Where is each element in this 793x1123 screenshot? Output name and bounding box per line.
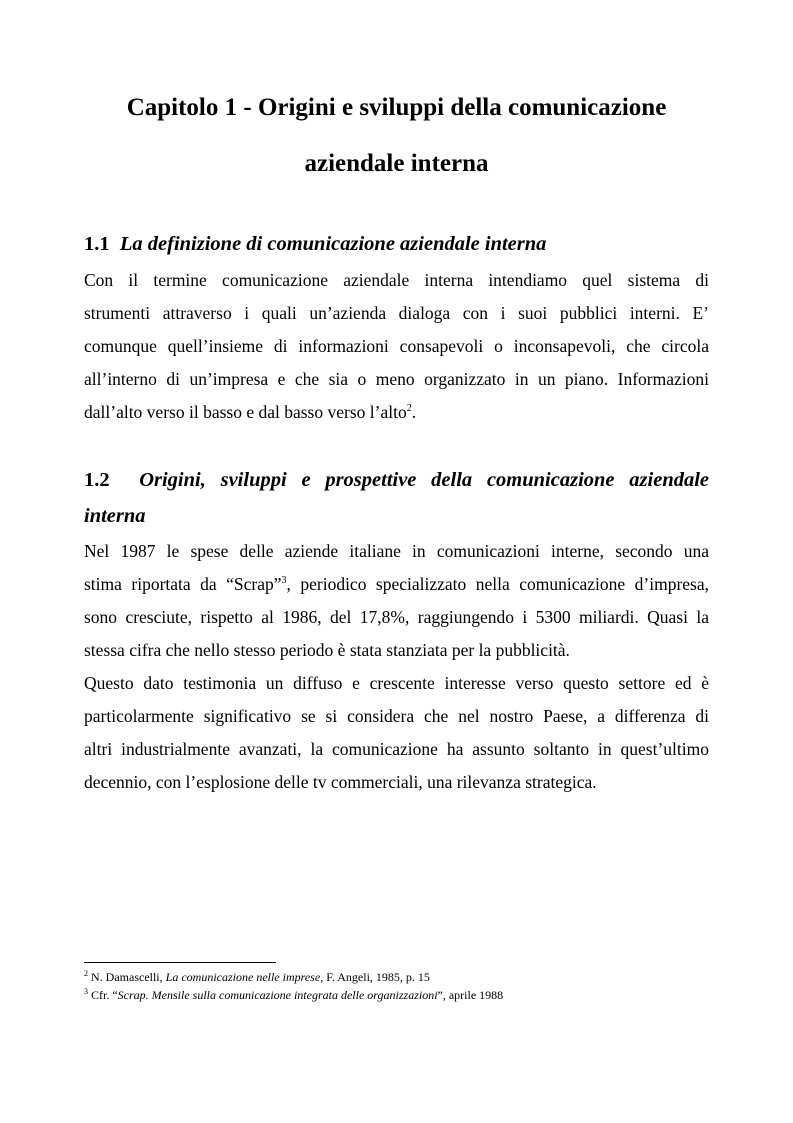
chapter-title-line-2: aziendale interna [304, 150, 489, 177]
paragraph-line: stessa cifra che nello stesso periodo è stata stanziata per la pubblicità. [84, 640, 570, 660]
footnote-ref-3[interactable]: 3 [281, 575, 287, 587]
paragraph-line: Con il termine comunicazione aziendale interna intendiamo quel sistema di [84, 270, 709, 290]
footnote-ref-2[interactable]: 2 [406, 403, 412, 415]
footnote-text-end: ”, aprile 1988 [437, 988, 504, 1002]
footnote-text: N. Damascelli, [88, 970, 166, 984]
paragraph-line: strumenti attraverso i quali un’azienda dialoga con i suoi pubblici interni. E’ [84, 303, 709, 323]
section-heading-1-2-cont [84, 498, 709, 535]
footnote-mark: 3 [84, 987, 88, 996]
paragraph-line: comunque quell’insieme di informazioni consapevoli o inconsapevoli, che circola [84, 336, 709, 356]
paragraph-line: decennio, con l’esplosione delle tv commerciali, una rilevanza strategica. [84, 772, 597, 792]
paragraph-line: all’interno di un’impresa e che sia o meno organizzato in un piano. Informazioni [84, 369, 709, 389]
paragraph-line: particolarmente significativo se si considera che nel nostro Paese, a differenza di [84, 706, 709, 726]
chapter-title [84, 80, 709, 192]
line-text-cont: , periodico specializzato nella comunicazione d’impresa, [286, 574, 709, 594]
section-heading-1-2 [84, 462, 709, 499]
paragraph-line: sono cresciute, rispetto al 1986, del 17,8%, raggiungendo i 5300 miliardi. Quasi la [84, 607, 709, 627]
paragraph-line: altri industrialmente avanzati, la comunicazione ha assunto soltanto in quest’ultimo [84, 739, 709, 759]
section-heading-1-1 [84, 226, 709, 263]
chapter-title-line-1: Capitolo 1 - Origini e sviluppi della comunicazione [126, 94, 667, 121]
footnote-text-end: , F. Angeli, 1985, p. 15 [320, 970, 430, 984]
footnote-work-title: La comunicazione nelle imprese [165, 970, 321, 984]
footnote-mark: 2 [84, 969, 88, 978]
line-end: . [411, 402, 417, 422]
paragraph-line [84, 402, 709, 422]
section-title-cont: interna [84, 505, 146, 527]
paragraph-line: Nel 1987 le spese delle aziende italiane in comunicazioni interne, secondo una [84, 541, 709, 561]
footnote-3 [84, 988, 709, 1002]
footnote-work-title: Scrap. Mensile sulla comunicazione integrata delle organizzazioni [117, 988, 438, 1002]
paragraph-line [84, 574, 709, 594]
footnote-2 [84, 970, 709, 984]
paragraph-line: Questo dato testimonia un diffuso e crescente interesse verso questo settore ed è [84, 673, 709, 693]
line-text: dall’alto verso il basso e dal basso verso l’alto [84, 402, 407, 422]
section-number: 1.2 [84, 469, 110, 491]
section-title: La definizione di comunicazione aziendale interna [119, 233, 547, 255]
footnote-text: Cfr. “ [88, 988, 118, 1002]
section-title: Origini, sviluppi e prospettive della comunicazione aziendale [139, 469, 710, 491]
line-text: stima riportata da “Scrap” [84, 574, 282, 594]
section-number: 1.1 [84, 233, 110, 255]
footnote-separator [84, 962, 276, 963]
